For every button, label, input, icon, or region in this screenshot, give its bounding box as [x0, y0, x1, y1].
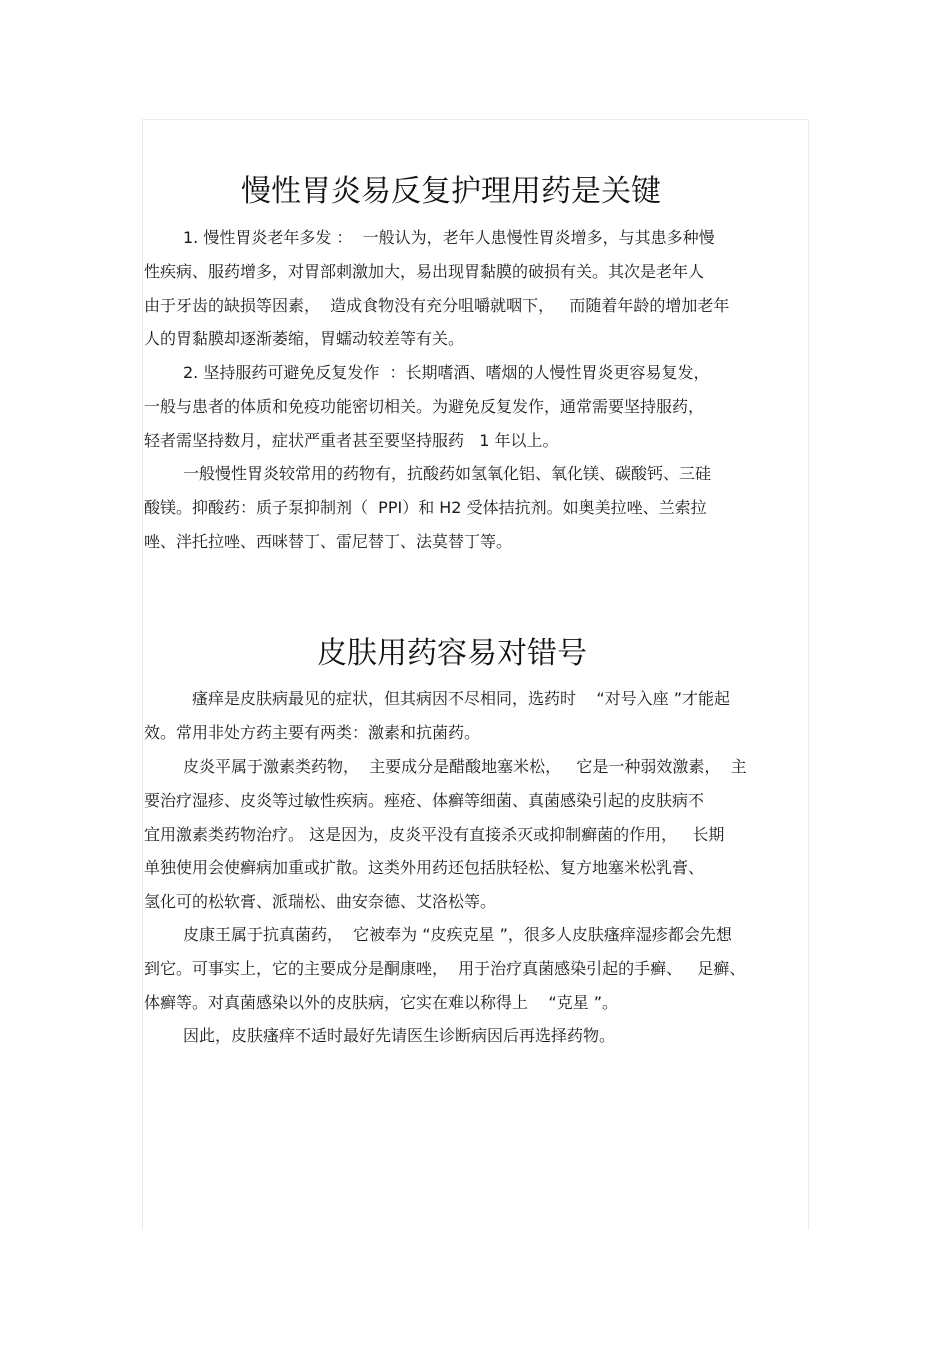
article2-line: 到它。可事实上，它的主要成分是酮康唑， 用于治疗真菌感染引起的手癣、 足癣、: [144, 959, 746, 978]
article2-title: 皮肤用药容易对错号: [317, 636, 587, 671]
article2-line: 皮康王属于抗真菌药， 它被奉为 “皮疾克星 ”，很多人皮肤瘙痒湿疹都会先想: [183, 925, 732, 944]
article1-line: 2. 坚持服药可避免反复发作 ：长期嗜酒、嗜烟的人慢性胃炎更容易复发，: [183, 363, 710, 382]
article2-line: 宜用激素类药物治疗。 这是因为，皮炎平没有直接杀灭或抑制癣菌的作用， 长期: [144, 825, 725, 844]
article1-line: 性疾病、服药增多，对胃部刺激加大，易出现胃黏膜的破损有关。其次是老年人: [144, 262, 705, 281]
article2-line: 体癣等。对真菌感染以外的皮肤病，它实在难以称得上 “克星 ”。: [144, 993, 619, 1012]
article2-line: 效。常用非处方药主要有两类：激素和抗菌药。: [144, 723, 481, 742]
article2-line: 单独使用会使癣病加重或扩散。这类外用药还包括肤轻松、复方地塞米松乳膏、: [144, 858, 705, 877]
article2-line: 氢化可的松软膏、派瑞松、曲安奈德、艾洛松等。: [144, 892, 497, 911]
article1-line: 轻者需坚持数月，症状严重者甚至要坚持服药 1 年以上。: [144, 431, 559, 450]
article1-line: 酸镁。抑酸药：质子泵抑制剂（ PPI）和 H2 受体拮抗剂。如奥美拉唑、兰索拉: [144, 498, 707, 517]
article1-line: 由于牙齿的缺损等因素， 造成食物没有充分咀嚼就咽下， 而随着年龄的增加老年: [144, 296, 730, 315]
article1-line: 唑、泮托拉唑、西咪替丁、雷尼替丁、法莫替丁等。: [144, 532, 513, 551]
article2-line: 要治疗湿疹、皮炎等过敏性疾病。痤疮、体癣等细菌、真菌感染引起的皮肤病不: [144, 791, 705, 810]
article1-title: 慢性胃炎易反复护理用药是关键: [241, 174, 661, 209]
article1-line: 人的胃黏膜却逐渐萎缩，胃蠕动较差等有关。: [144, 329, 465, 348]
article1-line: 一般与患者的体质和免疫功能密切相关。为避免反复发作，通常需要坚持服药，: [144, 397, 705, 416]
article1-line: 一般慢性胃炎较常用的药物有，抗酸药如氢氧化铝、氧化镁、碳酸钙、三硅: [183, 464, 712, 483]
article2-line: 皮炎平属于激素类药物， 主要成分是醋酸地塞米松， 它是一种弱效激素， 主: [183, 757, 747, 776]
page-frame: [142, 119, 809, 1230]
article1-line: 1. 慢性胃炎老年多发 ： 一般认为，老年人患慢性胃炎增多，与其患多种慢: [183, 228, 715, 247]
article2-line: 因此，皮肤瘙痒不适时最好先请医生诊断病因后再选择药物。: [183, 1026, 616, 1045]
article2-line: 瘙痒是皮肤病最见的症状，但其病因不尽相同，选药时 “对号入座 ”才能起: [192, 689, 731, 708]
